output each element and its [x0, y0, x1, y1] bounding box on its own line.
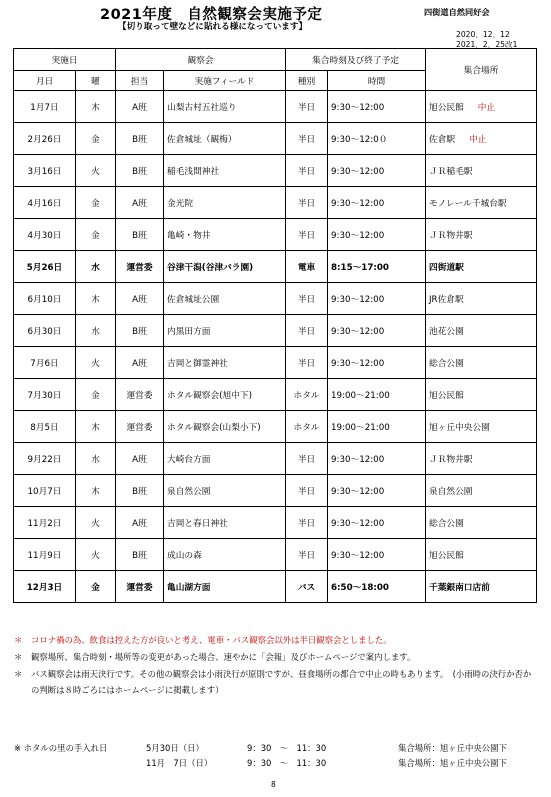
- cell-type: [286, 219, 328, 251]
- cell-type: [286, 571, 328, 603]
- cell-time-text: 8:15～17:00: [331, 262, 389, 273]
- cell-team-text: A班: [132, 358, 147, 369]
- cell-weekday-text: 金: [91, 582, 100, 593]
- cell-team-text: 運営委: [126, 390, 153, 401]
- cell-time-text: 9:30～12:00: [331, 454, 385, 465]
- cell-time: [328, 219, 426, 251]
- cell-date-text: 4月30日: [27, 230, 62, 241]
- header-month-day: 月日: [14, 71, 76, 91]
- cell-place: [426, 123, 537, 155]
- cell-date: [14, 91, 76, 123]
- table-row: [14, 219, 537, 251]
- table-row: [14, 411, 537, 443]
- cell-team-text: A班: [132, 198, 147, 209]
- cell-type-text: 半日: [297, 454, 316, 465]
- cell-type: [286, 411, 328, 443]
- hotaru-row: [14, 741, 539, 756]
- cell-weekday-text: 木: [91, 422, 100, 433]
- issue-date: 2020．12．12: [456, 30, 510, 39]
- cell-type-text: 半日: [297, 358, 316, 369]
- cell-type: [286, 443, 328, 475]
- hotaru-place: 集合場所：旭ヶ丘中央公園下: [398, 743, 507, 753]
- cell-place: [426, 539, 537, 571]
- cell-place: [426, 379, 537, 411]
- cell-place-text: 池花公園: [429, 326, 464, 337]
- cell-weekday: [76, 379, 116, 411]
- cell-place: [426, 411, 537, 443]
- cell-team-text: B班: [132, 326, 147, 337]
- cell-field: [164, 379, 286, 411]
- cell-team: [116, 475, 164, 507]
- cell-date: [14, 187, 76, 219]
- cell-date: [14, 379, 76, 411]
- cell-place-text: 千葉銀南口店前: [429, 582, 490, 593]
- cell-date-text: 6月10日: [27, 294, 62, 305]
- cell-field: [164, 475, 286, 507]
- cell-type-text: 半日: [297, 294, 316, 305]
- cell-field: [164, 507, 286, 539]
- hotaru-maintenance-section: [14, 741, 539, 771]
- cell-weekday-text: 水: [91, 262, 100, 273]
- cell-field-text: 吉岡と春日神社: [167, 518, 228, 529]
- cell-date-text: 9月22日: [27, 454, 62, 465]
- cell-team: [116, 219, 164, 251]
- table-row: [14, 123, 537, 155]
- cell-date-text: 8月5日: [30, 422, 59, 433]
- note-text: バス観察会は雨天決行です。その他の観察会は小雨決行が原則ですが、昼食場所の都合で中止の時もあります。 (小雨時の決行か否かの判断は８時ごろにはホームページに掲載します）: [31, 669, 532, 695]
- cell-field: [164, 347, 286, 379]
- cell-team: [116, 443, 164, 475]
- cell-type-text: 半日: [297, 166, 316, 177]
- cell-time: [328, 507, 426, 539]
- table-row: [14, 155, 537, 187]
- cell-field: [164, 411, 286, 443]
- cell-team-text: 運営委: [126, 422, 153, 433]
- cell-team: [116, 251, 164, 283]
- cell-date: [14, 219, 76, 251]
- cell-field-text: 稲毛浅間神社: [167, 166, 220, 177]
- cell-weekday-text: 火: [91, 518, 100, 529]
- cell-team-text: A班: [132, 454, 147, 465]
- header-place: 集合場所: [426, 49, 537, 91]
- note-text: コロナ禍の為、飲食は控えた方が良いと考え、電車・バス観察会以外は半日観察会としました。: [31, 635, 392, 645]
- page-number: 8: [271, 780, 276, 789]
- cell-date: [14, 251, 76, 283]
- cell-field-text: ホタル観察会(旭中下): [167, 390, 252, 401]
- cell-place-text: 四街道駅: [429, 262, 464, 273]
- cell-type: [286, 187, 328, 219]
- cell-time: [328, 251, 426, 283]
- cell-place-text: 総合公園: [429, 518, 464, 529]
- cell-team-text: B班: [132, 550, 147, 561]
- header-date-group: 実施日: [14, 49, 116, 71]
- cell-type: [286, 315, 328, 347]
- note-text: 観察場所、集合時刻・場所等の変更があった場合、速やかに「会報」及びホームページで案内します。: [31, 652, 416, 662]
- cell-team: [116, 283, 164, 315]
- cell-place-text: 総合公園: [429, 358, 464, 369]
- cell-place: [426, 315, 537, 347]
- note-item: [14, 666, 539, 698]
- cell-place-text: 泉自然公園: [429, 486, 473, 497]
- cell-type-text: バス: [297, 582, 316, 593]
- cell-date: [14, 155, 76, 187]
- cell-time-text: 9:30～12:00: [331, 102, 385, 113]
- cell-date-text: 12月3日: [26, 582, 63, 593]
- cell-weekday-text: 火: [91, 358, 100, 369]
- cell-weekday: [76, 411, 116, 443]
- cell-team-text: 運営委: [126, 582, 153, 593]
- cell-place-text: ＪＲ物井駅: [429, 454, 473, 465]
- organization-name: 四街道自然同好会: [424, 7, 490, 17]
- cell-time: [328, 539, 426, 571]
- cell-field-text: 亀山湖方面: [167, 582, 211, 593]
- cell-weekday: [76, 507, 116, 539]
- cell-team-text: A班: [132, 518, 147, 529]
- cell-time-text: 9:30～12:00: [331, 518, 385, 529]
- cell-weekday-text: 水: [91, 454, 100, 465]
- cell-weekday-text: 水: [91, 326, 100, 337]
- cell-time: [328, 187, 426, 219]
- note-mark: ＊: [14, 652, 23, 662]
- cell-weekday-text: 木: [91, 294, 100, 305]
- cell-date: [14, 475, 76, 507]
- cell-type-text: ホタル: [293, 422, 320, 433]
- cell-time-text: 9:30～12:0０: [331, 134, 388, 145]
- cell-type-text: ホタル: [293, 390, 320, 401]
- cell-field: [164, 123, 286, 155]
- cell-time-text: 9:30～12:00: [331, 166, 385, 177]
- cell-type-text: 半日: [297, 326, 316, 337]
- cell-type: [286, 475, 328, 507]
- cell-field-text: 吉岡と御霊神社: [167, 358, 228, 369]
- cell-weekday: [76, 283, 116, 315]
- table-row: [14, 347, 537, 379]
- revision-date: 2021．2．25改1: [456, 40, 518, 49]
- cell-weekday: [76, 123, 116, 155]
- cell-team: [116, 411, 164, 443]
- cell-field: [164, 443, 286, 475]
- cell-weekday: [76, 539, 116, 571]
- cell-date: [14, 539, 76, 571]
- cell-date: [14, 571, 76, 603]
- cancel-label: 中止: [469, 134, 487, 145]
- note-item: [14, 649, 539, 665]
- cell-time-text: 6:50～18:00: [331, 582, 389, 593]
- cell-weekday-text: 木: [91, 486, 100, 497]
- hotaru-date: 11月 7日（日）: [146, 758, 213, 768]
- cell-date: [14, 443, 76, 475]
- cell-field-text: 山梨古村五社巡り: [167, 102, 237, 113]
- cell-time-text: 9:30～12:00: [331, 198, 385, 209]
- cell-weekday-text: 金: [91, 230, 100, 241]
- hotaru-row: [14, 756, 539, 771]
- page-title: 2021年度 自然観察会実施予定: [100, 7, 323, 23]
- cell-weekday-text: 火: [91, 166, 100, 177]
- cell-field-text: 亀崎・物井: [167, 230, 211, 241]
- cancel-label: 中止: [477, 102, 496, 113]
- cell-weekday: [76, 475, 116, 507]
- cell-weekday-text: 金: [91, 390, 100, 401]
- cell-type: [286, 155, 328, 187]
- cell-team-text: A班: [132, 294, 147, 305]
- cell-date: [14, 315, 76, 347]
- cell-team: [116, 379, 164, 411]
- page-subtitle: 【切り取って壁などに貼れる様になっています】: [118, 22, 308, 32]
- cell-date: [14, 507, 76, 539]
- cell-weekday: [76, 219, 116, 251]
- cell-date-text: 11月2日: [27, 518, 62, 529]
- cell-date-text: 11月9日: [27, 550, 62, 561]
- table-row: [14, 539, 537, 571]
- table-row: [14, 475, 537, 507]
- cell-place-text: 旭公民館: [429, 102, 464, 113]
- cell-type: [286, 91, 328, 123]
- header-event-group: 観察会: [116, 49, 286, 71]
- cell-place-text: 旭公民館: [429, 550, 464, 561]
- cell-field-text: 内黒田方面: [167, 326, 211, 337]
- cell-field: [164, 155, 286, 187]
- cell-team-text: 運営委: [126, 262, 153, 273]
- cell-time: [328, 571, 426, 603]
- cell-place-text: 旭ヶ丘中央公園: [429, 422, 490, 433]
- cell-team: [116, 507, 164, 539]
- schedule-table: [13, 48, 537, 603]
- hotaru-date: 5月30日（日）: [146, 743, 204, 753]
- cell-time: [328, 91, 426, 123]
- table-row: [14, 187, 537, 219]
- cell-team: [116, 347, 164, 379]
- cell-date: [14, 283, 76, 315]
- cell-weekday: [76, 315, 116, 347]
- cell-time-text: 9:30～12:00: [331, 486, 385, 497]
- cell-time: [328, 475, 426, 507]
- cell-field-text: ホタル観察会(山梨小下): [167, 422, 261, 433]
- hotaru-time: 9：30 ～ 11：30: [247, 743, 327, 753]
- cell-type-text: 半日: [297, 518, 316, 529]
- cell-time: [328, 155, 426, 187]
- header-type: 種別: [286, 71, 328, 91]
- cell-date-text: 2月26日: [27, 134, 62, 145]
- table-row: [14, 443, 537, 475]
- cell-team-text: B班: [132, 166, 147, 177]
- cell-weekday: [76, 91, 116, 123]
- cell-type-text: 半日: [297, 230, 316, 241]
- cell-place-text: ＪＲ稲毛駅: [429, 166, 473, 177]
- table-row: [14, 571, 537, 603]
- cell-field-text: 大崎台方面: [167, 454, 211, 465]
- cell-place-text: 佐倉駅: [429, 134, 456, 145]
- cell-weekday-text: 金: [91, 198, 100, 209]
- cell-weekday-text: 火: [91, 550, 100, 561]
- cell-place: [426, 347, 537, 379]
- cell-weekday-text: 金: [91, 134, 100, 145]
- cell-date: [14, 347, 76, 379]
- cell-weekday: [76, 155, 116, 187]
- cell-team: [116, 155, 164, 187]
- cell-type: [286, 283, 328, 315]
- table-row: [14, 315, 537, 347]
- cell-field: [164, 539, 286, 571]
- cell-team-text: B班: [132, 486, 147, 497]
- cell-date: [14, 123, 76, 155]
- header-time-group: 集合時刻及び終了予定: [286, 49, 426, 71]
- header-team: 担当: [116, 71, 164, 91]
- cell-date-text: 4月16日: [27, 198, 62, 209]
- cell-weekday: [76, 571, 116, 603]
- note-mark: ＊: [14, 669, 23, 679]
- cell-date-text: 7月6日: [30, 358, 59, 369]
- cell-place-text: ＪＲ物井駅: [429, 230, 473, 241]
- cell-time-text: 19:00～21:00: [331, 390, 390, 401]
- cell-type-text: 半日: [297, 102, 316, 113]
- cell-type-text: 半日: [297, 550, 316, 561]
- table-row: [14, 283, 537, 315]
- cell-type-text: 半日: [297, 198, 316, 209]
- cell-date-text: 10月7日: [27, 486, 62, 497]
- cell-place: [426, 475, 537, 507]
- cell-type-text: 半日: [297, 486, 316, 497]
- cell-type-text: 電車: [297, 262, 316, 273]
- cell-field: [164, 315, 286, 347]
- cell-team-text: B班: [132, 134, 147, 145]
- header-field: 実施フィールド: [164, 71, 286, 91]
- cell-type: [286, 123, 328, 155]
- cell-time: [328, 315, 426, 347]
- cell-type-text: 半日: [297, 134, 316, 145]
- header-weekday: 曜: [76, 71, 116, 91]
- cell-field-text: 泉自然公園: [167, 486, 211, 497]
- table-row: [14, 251, 537, 283]
- cell-weekday: [76, 443, 116, 475]
- cell-type: [286, 507, 328, 539]
- cell-field-text: 谷津干潟(谷津バラ園): [167, 262, 254, 273]
- table-row: [14, 379, 537, 411]
- cell-type: [286, 251, 328, 283]
- cell-field: [164, 187, 286, 219]
- cell-team-text: A班: [132, 102, 147, 113]
- cell-time-text: 9:30～12:00: [331, 230, 385, 241]
- cell-time-text: 9:30～12:00: [331, 550, 385, 561]
- note-mark: ＊: [14, 635, 23, 645]
- schedule-rows: [14, 91, 537, 603]
- cell-date-text: 1月7日: [30, 102, 59, 113]
- cell-field-text: 佐倉城址公園: [167, 294, 220, 305]
- cell-time: [328, 123, 426, 155]
- cell-team-text: B班: [132, 230, 147, 241]
- cell-team: [116, 315, 164, 347]
- cell-date-text: 7月30日: [27, 390, 62, 401]
- cell-place: [426, 219, 537, 251]
- cell-date-text: 3月16日: [27, 166, 62, 177]
- cell-type: [286, 539, 328, 571]
- cell-place: [426, 507, 537, 539]
- cell-team: [116, 123, 164, 155]
- cell-time: [328, 347, 426, 379]
- cell-field-text: 佐倉城址（観梅）: [167, 134, 237, 145]
- cell-field: [164, 219, 286, 251]
- cell-field-text: 金光院: [167, 198, 194, 209]
- cell-place-text: JR佐倉駅: [429, 294, 464, 305]
- cell-field: [164, 283, 286, 315]
- cell-field: [164, 251, 286, 283]
- cell-time-text: 19:00～21:00: [331, 422, 390, 433]
- cell-team: [116, 571, 164, 603]
- cell-time: [328, 379, 426, 411]
- hotaru-label: ※ ホタルの里の手入れ日: [14, 743, 108, 753]
- cell-type: [286, 379, 328, 411]
- cell-time: [328, 443, 426, 475]
- cell-field: [164, 91, 286, 123]
- cell-place: [426, 155, 537, 187]
- cell-place: [426, 187, 537, 219]
- cell-time-text: 9:30～12:00: [331, 294, 385, 305]
- header-time: 時間: [328, 71, 426, 91]
- cell-weekday-text: 木: [91, 102, 100, 113]
- cell-place-text: 旭公民館: [429, 390, 464, 401]
- cell-time-text: 9:30～12:00: [331, 358, 385, 369]
- cell-time: [328, 283, 426, 315]
- cell-team: [116, 187, 164, 219]
- hotaru-time: 9：30 ～ 11：30: [247, 758, 327, 768]
- cell-date: [14, 411, 76, 443]
- cell-place: [426, 443, 537, 475]
- cell-field: [164, 571, 286, 603]
- cell-weekday: [76, 347, 116, 379]
- cell-date-text: 6月30日: [27, 326, 62, 337]
- note-item: [14, 632, 539, 648]
- cell-weekday: [76, 187, 116, 219]
- table-row: [14, 507, 537, 539]
- cell-team: [116, 91, 164, 123]
- cell-place: [426, 251, 537, 283]
- cell-date-text: 5月26日: [26, 262, 63, 273]
- cell-place-text: モノレール千城台駅: [429, 198, 507, 209]
- cell-place: [426, 571, 537, 603]
- cell-team: [116, 539, 164, 571]
- cell-time: [328, 411, 426, 443]
- cell-type: [286, 347, 328, 379]
- cell-weekday: [76, 251, 116, 283]
- hotaru-place: 集合場所：旭ヶ丘中央公園下: [398, 758, 507, 768]
- cell-field-text: 成山の森: [167, 550, 202, 561]
- cell-place: [426, 283, 537, 315]
- cell-place: [426, 91, 537, 123]
- cell-time-text: 9:30～12:00: [331, 326, 385, 337]
- table-row: [14, 91, 537, 123]
- notes-section: [14, 632, 539, 699]
